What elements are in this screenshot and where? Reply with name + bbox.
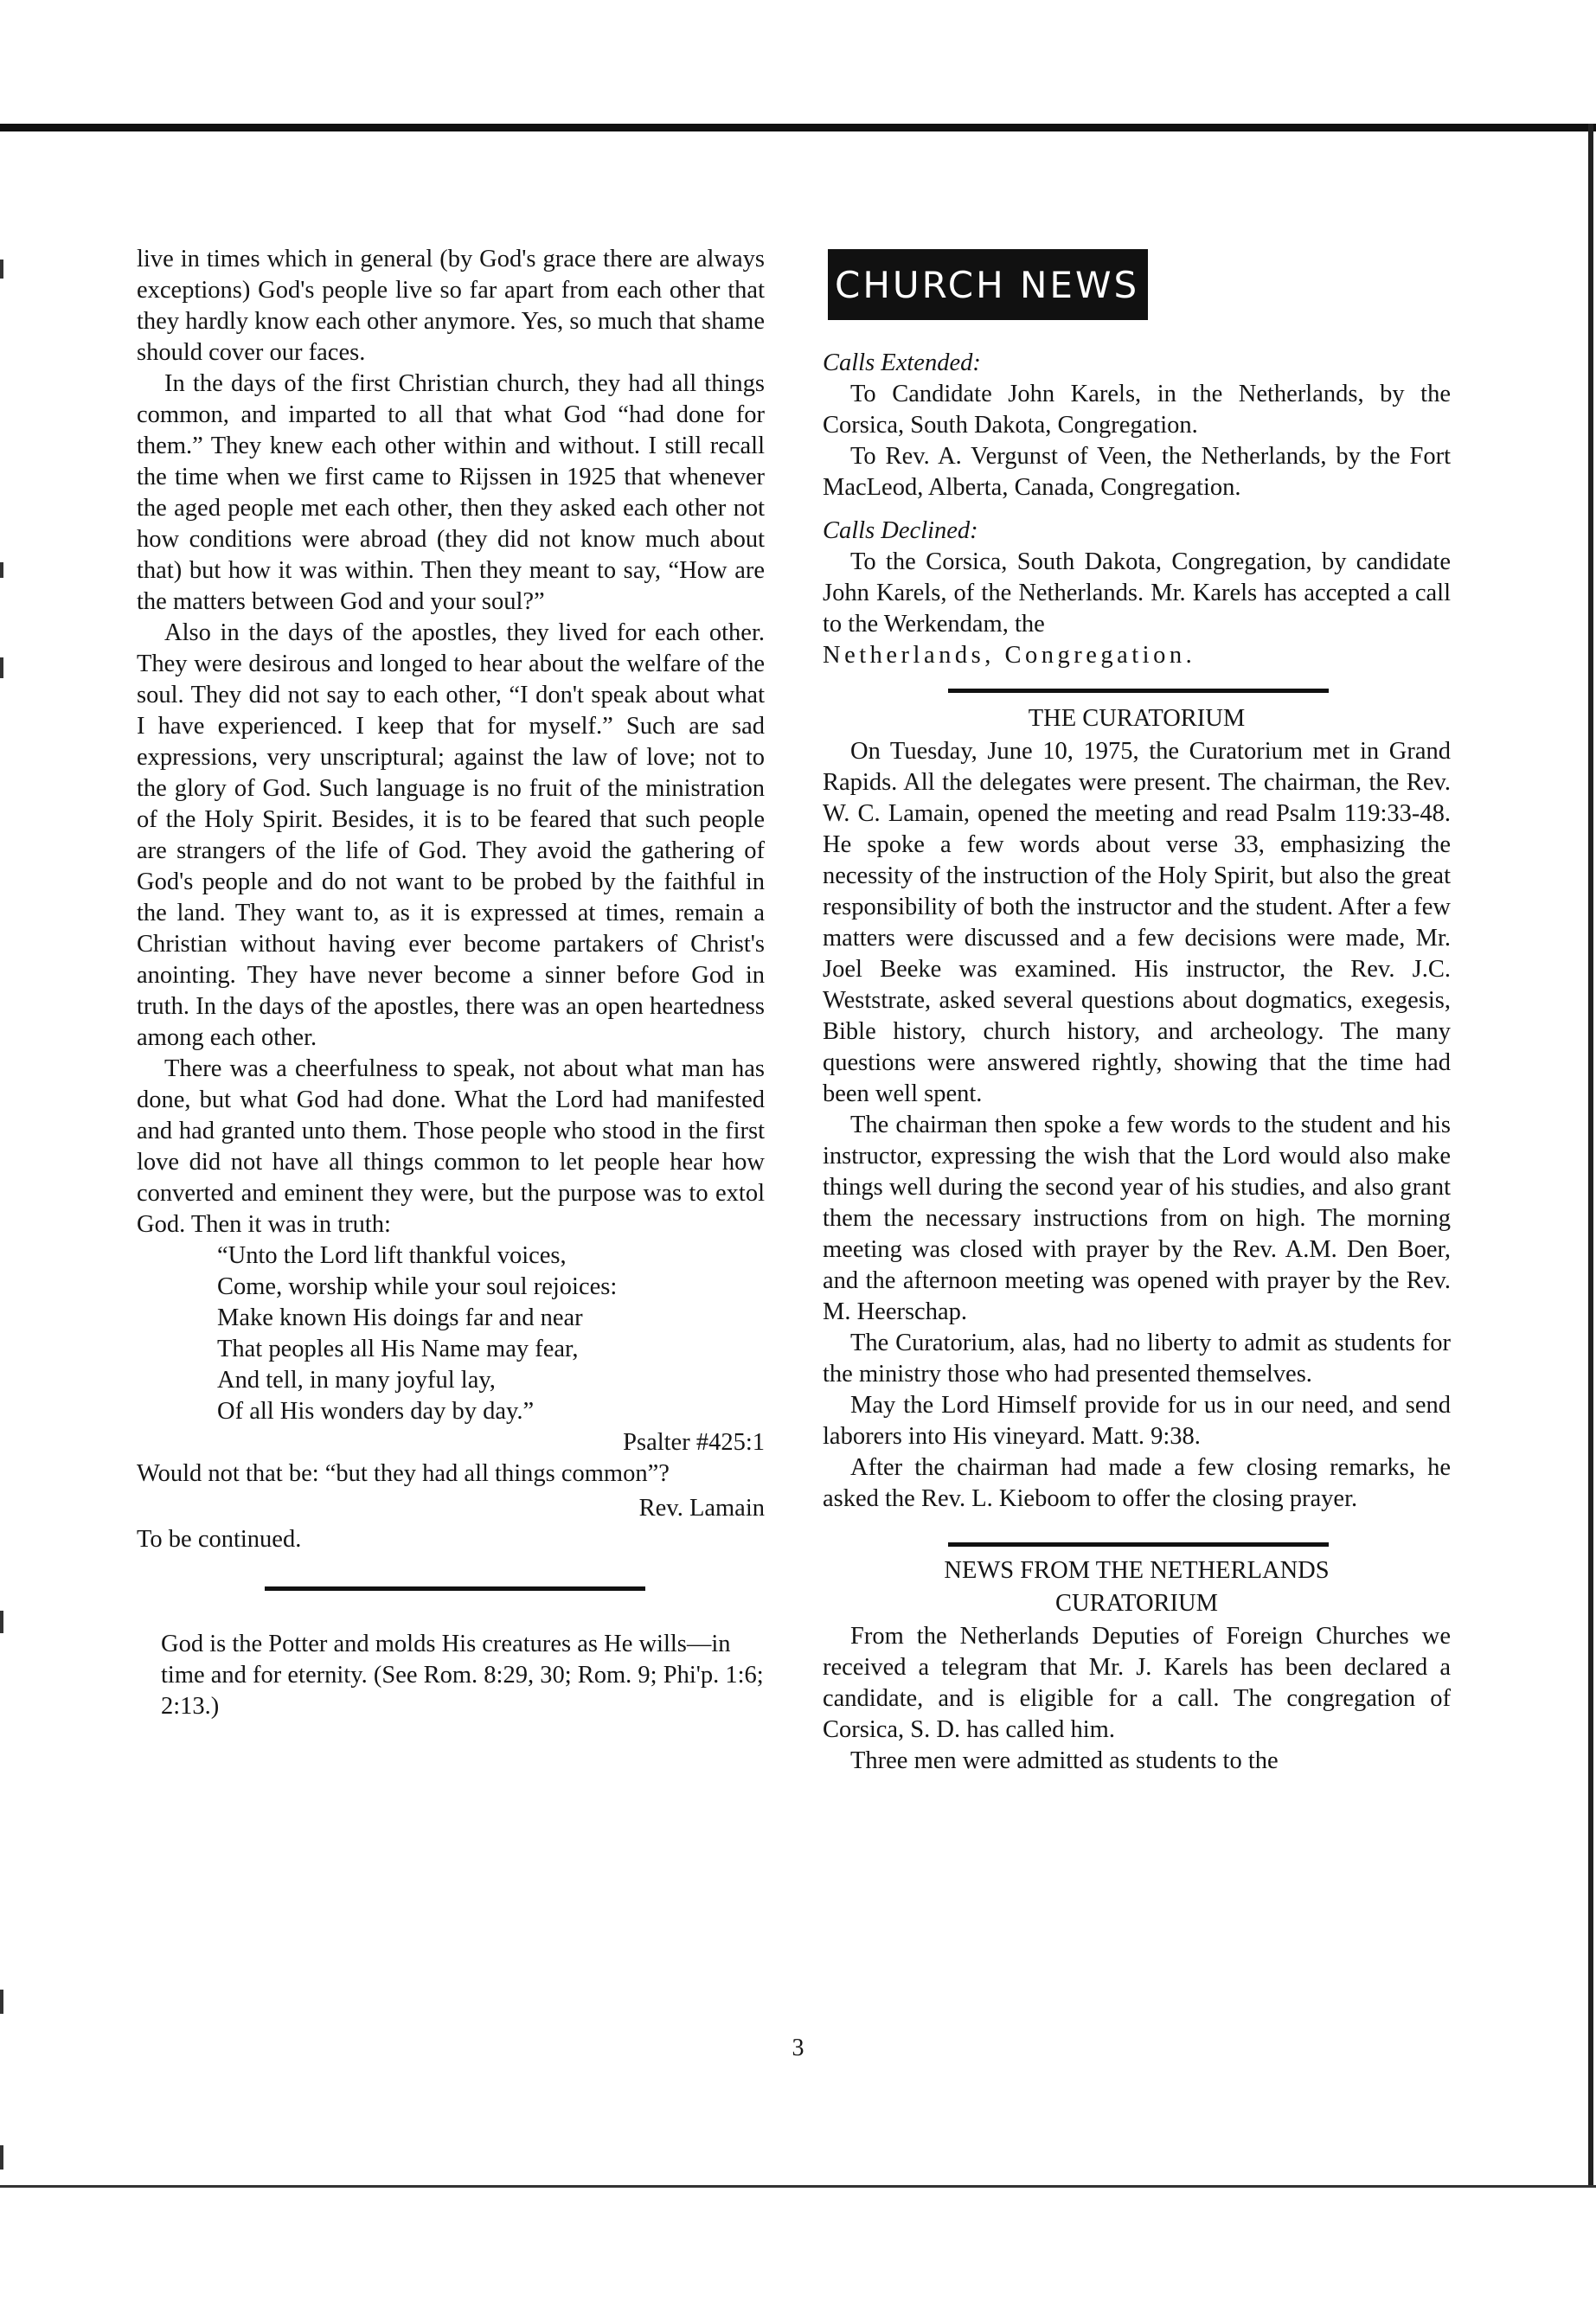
poem-line: Make known His doings far and near: [217, 1304, 583, 1331]
netherlands-heading-line-1: NEWS FROM THE NETHERLANDS: [944, 1557, 1330, 1584]
article-paragraph: Would not that be: “but they had all things common”?: [137, 1460, 670, 1487]
section-divider: [948, 1542, 1329, 1547]
left-edge-mark: [0, 1990, 3, 2014]
netherlands-paragraph: From the Netherlands Deputies of Foreign Churches we received a telegram that Mr. J. Karels has been declared a candidate, and is eligible for a call. The congregation of Corsica, S. D. has called him.: [823, 1623, 1451, 1743]
church-news-banner: CHURCH NEWS: [828, 249, 1148, 320]
news-paragraph-end: Netherlands, Congregation.: [823, 642, 1196, 669]
calls-extended-label: Calls Extended:: [823, 349, 981, 376]
continued-note: To be continued.: [137, 1526, 302, 1553]
poem-line: And tell, in many joyful lay,: [217, 1367, 496, 1394]
psalter-poem: [217, 1240, 765, 1427]
author-signature: Rev. Lamain: [638, 1495, 765, 1522]
poem-line: Come, worship while your soul rejoices:: [217, 1273, 618, 1300]
left-edge-mark: [0, 2145, 3, 2170]
left-edge-mark: [0, 1611, 3, 1633]
netherlands-paragraph: Three men were admitted as students to the: [850, 1747, 1279, 1774]
article-paragraph: Also in the days of the apostles, they lived for each other. They were desirous and longed to hear about the welfare of the soul. They did not say to each other, “I don't speak about what I have experienced. I keep that for myself.” Such are sad expressions, very unscriptural; against the law of love; not to the glory of God. Such language is no fruit of the ministration of the Holy Spirit. Besides, it is to be feared that such people are strangers of the life of God. They avoid the gathering of God's people and do not want to be probed by the faithful in the land. They want to, as it is expressed at times, remain a Christian without having ever become partakers of Christ's anointing. They have never become a sinner before God in truth. In the days of the apostles, there was an open heartedness among each other.: [137, 619, 765, 1051]
top-border-rule: [0, 124, 1596, 131]
article-paragraph: In the days of the first Christian church, they had all things common, and imparted to all that what God “had done for them.” They knew each other within and without. I still recall the time when we first came to Rijssen in 1925 that whenever the aged people met each other, then they asked each other not how conditions were abroad (they did not know much about that) but how it was within. Then they meant to say, “How are the matters between God and your soul?”: [137, 370, 765, 615]
calls-declined-label: Calls Declined:: [823, 517, 978, 544]
right-border-rule: [1588, 124, 1593, 2187]
curatorium-paragraph: After the chairman had made a few closing remarks, he asked the Rev. L. Kieboom to offer the closing prayer.: [823, 1454, 1451, 1512]
section-divider: [265, 1586, 645, 1591]
curatorium-heading: THE CURATORIUM: [1028, 705, 1246, 732]
psalter-reference: Psalter #425:1: [623, 1429, 765, 1456]
closing-note: God is the Potter and molds His creatures as He wills—in time and for eternity. (See Rom. 8:29, 30; Rom. 9; Phi'p. 1:6; 2:13.): [161, 1631, 764, 1720]
news-paragraph: To Rev. A. Vergunst of Veen, the Netherlands, by the Fort MacLeod, Alberta, Canada, Congregation.: [823, 443, 1451, 501]
left-edge-mark: [0, 657, 3, 678]
curatorium-paragraph: The Curatorium, alas, had no liberty to admit as students for the ministry those who had presented themselves.: [823, 1330, 1451, 1388]
poem-line: Of all His wonders day by day.”: [217, 1398, 535, 1425]
curatorium-paragraph: May the Lord Himself provide for us in our need, and send laborers into His vineyard. Matt. 9:38.: [823, 1392, 1451, 1450]
curatorium-paragraph: The chairman then spoke a few words to the student and his instructor, expressing the wish that the Lord would also make things well during the second year of his studies, and also grant them the necessary instructions from on high. The morning meeting was closed with prayer by the Rev. A.M. Den Boer, and the afternoon meeting was opened with prayer by the Rev. M. Heerschap.: [823, 1112, 1451, 1325]
left-edge-mark: [0, 562, 3, 578]
section-divider: [948, 689, 1329, 693]
poem-line: That peoples all His Name may fear,: [217, 1336, 579, 1362]
bottom-border-rule: [0, 2185, 1596, 2188]
article-paragraph: live in times which in general (by God's grace there are always exceptions) God's people live so far apart from each other that they hardly know each other anymore. Yes, so much that shame should cover our faces.: [137, 246, 765, 366]
left-column: [137, 244, 765, 1722]
article-paragraph: There was a cheerfulness to speak, not about what man has done, but what God had done. What the Lord had manifested and had granted unto them. Those people who stood in the first love did not have all things common to let people hear how converted and eminent they were, but the purpose was to extol God. Then it was in truth:: [137, 1055, 765, 1238]
poem-line: “Unto the Lord lift thankful voices,: [217, 1242, 567, 1269]
news-paragraph: To Candidate John Karels, in the Netherlands, by the Corsica, South Dakota, Congregation.: [823, 381, 1451, 439]
curatorium-paragraph: On Tuesday, June 10, 1975, the Curatorium met in Grand Rapids. All the delegates were present. The chairman, the Rev. W. C. Lamain, opened the meeting and read Psalm 119:33-48. He spoke a few words about verse 33, emphasizing the necessity of the instruction of the Holy Spirit, but also the great responsibility of both the instructor and the student. After a few matters were discussed and a few decisions were made, Mr. Joel Beeke was examined. His instructor, the Rev. J.C. Weststrate, asked several questions about dogmatics, exegesis, Bible history, church history, and archeology. The many questions were answered rightly, showing that the time had been well spent.: [823, 738, 1451, 1107]
netherlands-heading-line-2: CURATORIUM: [1055, 1590, 1218, 1617]
page-number: 3: [792, 2035, 804, 2061]
news-paragraph: To the Corsica, South Dakota, Congregation, by candidate John Karels, of the Netherlands. Mr. Karels has accepted a call to the Werkendam, the: [823, 548, 1451, 638]
left-edge-mark: [0, 260, 3, 279]
right-column: [823, 244, 1451, 1777]
